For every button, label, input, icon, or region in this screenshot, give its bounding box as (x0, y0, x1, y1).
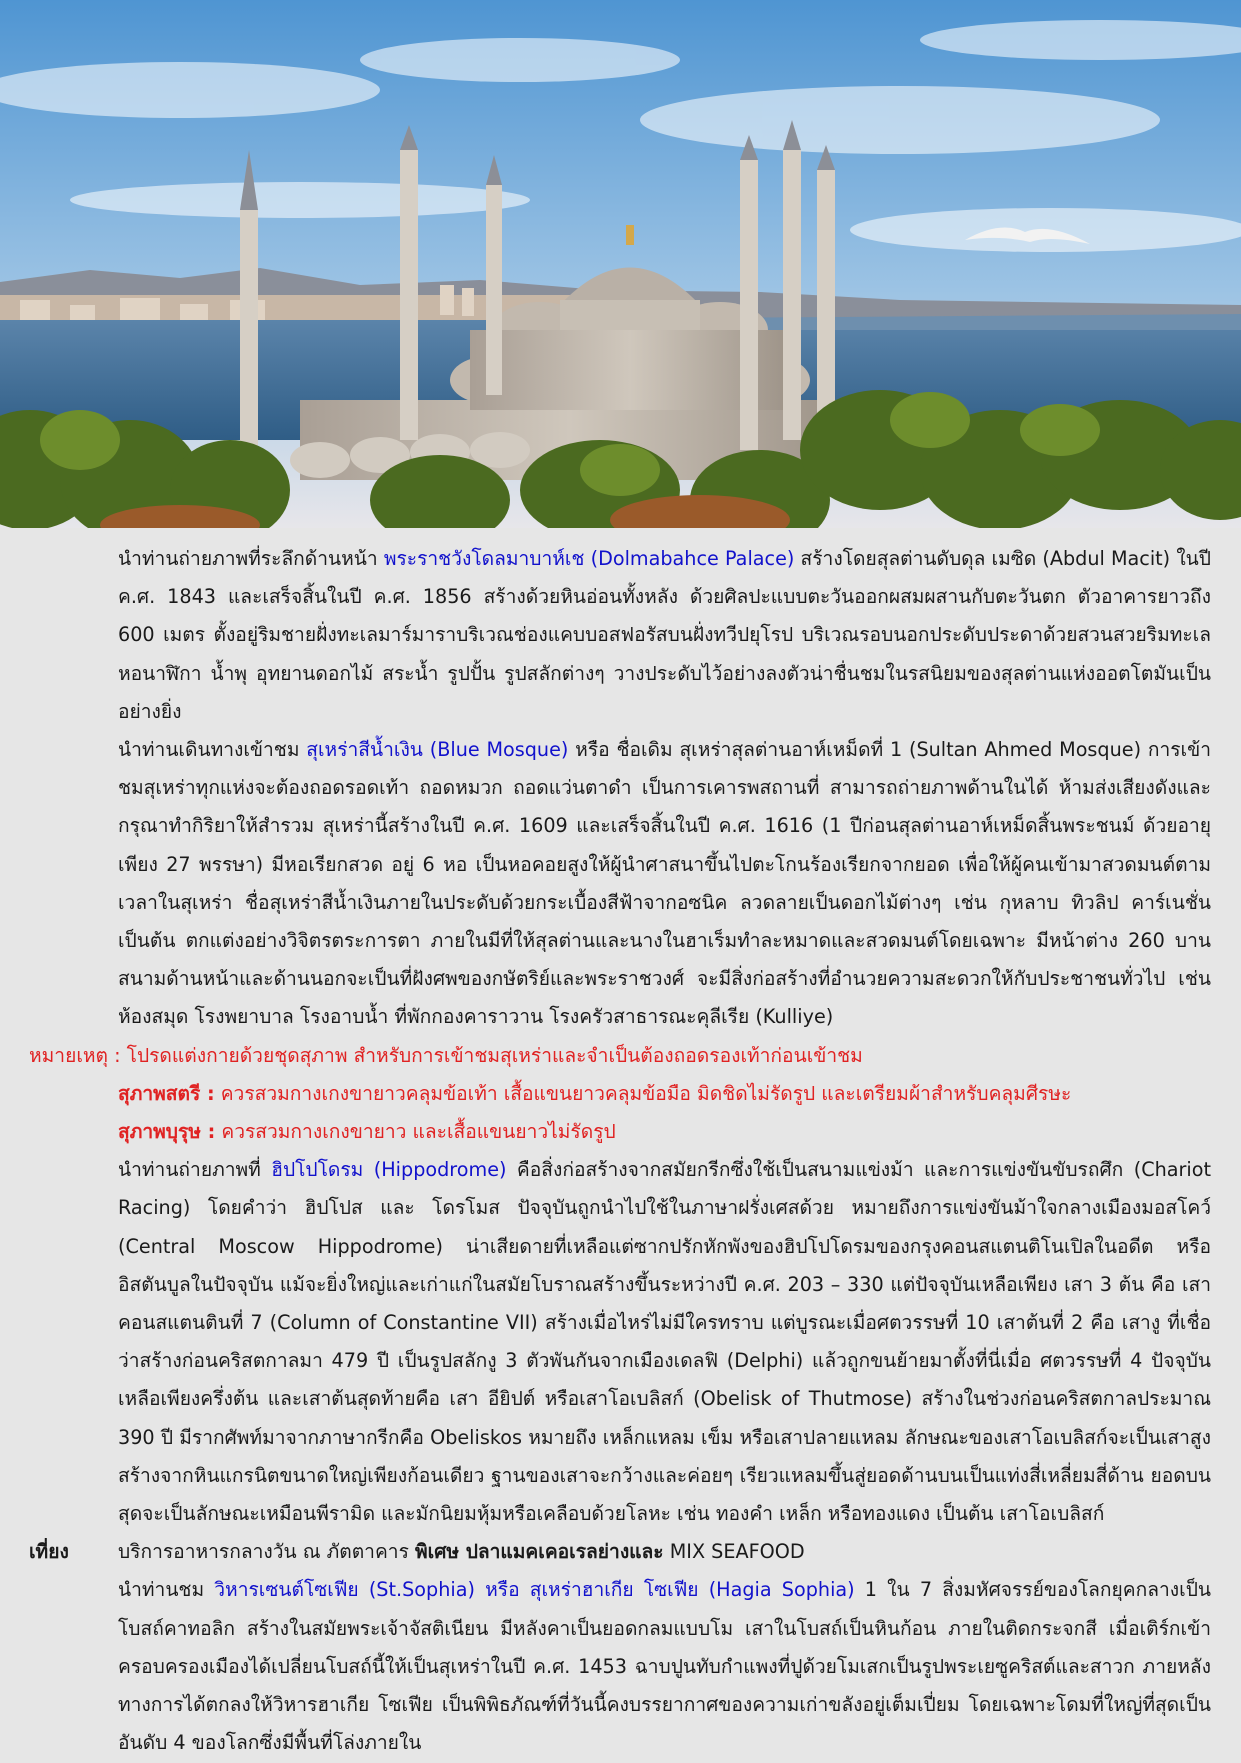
itinerary-text (0, 528, 1241, 1755)
dress-code-women: สุภาพสตรี : ควรสวมกางเกงขายาวคลุมข้อเท้า เสื้อแขนยาวคลุมข้อมือ มิดชิดไม่รัดรูป และเตรียมผ้าสำหรับคลุมศีรษะ (118, 1081, 1072, 1105)
place-hippodrome: ฮิปโปโดรม (Hippodrome) (271, 1158, 507, 1182)
place-hagia-sophia: วิหารเซนต์โซเฟีย (St.Sophia) หรือ สุเหร่าฮาเกีย โซเฟีย (Hagia Sophia) (214, 1578, 855, 1602)
lunch-row (29, 1533, 1211, 1571)
hero-photo-blue-mosque (0, 0, 1241, 528)
lunch-label: เที่ยง (29, 1540, 69, 1564)
paragraph-dolmabahce: นำท่านถ่ายภาพที่ระลึกด้านหน้า พระราชวังโดลมาบาห์เช (Dolmabahce Palace) สร้างโดยสุลต่านดับดุล เมซิด (Abdul Macit) ในปี ค.ศ. 1843 และเสร็จสิ้นในปี ค.ศ. 1856 สร้างด้วยหินอ่อนทั้งหลัง ด้วยศิลปะแบบตะวันออกผสมผสานกับตะวันตก ตัวอาคารยาวถึง 600 เมตร ตั้งอยู่ริมชายฝั่งทะเลมาร์มาราบริเวณช่องแคบบอสฟอรัสบนฝั่งทวีปยุโรป บริเวณรอบนอกประดับประดาด้วยสวนสวยริมทะเล หอนาฬิกา น้ำพุ อุทยานดอกไม้ สระน้ำ รูปปั้น รูปสลักต่างๆ วางประดับไว้อย่างลงตัวน่าชื่นชมในรสนิยมของสุลต่านแห่งออตโตมันเป็นอย่างยิ่ง (118, 547, 1211, 723)
paragraph-hippodrome: นำท่านถ่ายภาพที่ ฮิปโปโดรม (Hippodrome) คือสิ่งก่อสร้างจากสมัยกรีกซึ่งใช้เป็นสนามแข่งม้า และการแข่งขันขับรถศึก (Chariot Racing) โดยคำว่า ฮิปโปส และ โดรโมส ปัจจุบันถูกนำไปใช้ในภาษาฝรั่งเศสด้วย หมายถึงการแข่งขันม้าใจกลางเมืองมอสโคว์ (Central Moscow Hippodrome) น่าเสียดายที่เหลือแต่ซากปรักหักพังของฮิปโปโดรมของกรุงคอนสแตนติโนเปิลในอดีต หรือ อิสตันบูลในปัจจุบัน แม้จะยิ่งใหญ่และเก่าแก่ในสมัยโบราณสร้างขึ้นระหว่างปี ค.ศ. 203 – 330 แต่ปัจจุบันเหลือเพียง เสา 3 ต้น คือ เสาคอนสแตนตินที่ 7 (Column of Constantine VII) สร้างเมื่อไหร่ไม่มีใครทราบ แต่บูรณะเมื่อศตวรรษที่ 10 เสาต้นที่ 2 คือ เสางู ที่เชื่อว่าสร้างก่อนคริสตกาลมา 479 ปี เป็นรูปสลักงู 3 ตัวพันกันจากเมืองเดลฟิ (Delphi) แล้วถูกขนย้ายมาตั้งที่นี่เมื่อ ศตวรรษที่ 4 ปัจจุบันเหลือเพียงครึ่งต้น และเสาต้นสุดท้ายคือ เสา อียิปต์ หรือเสาโอเบลิสก์ (Obelisk of Thutmose) สร้างในช่วงก่อนคริสตกาลประมาณ 390 ปี มีรากศัพท์มาจากภาษากรีกคือ Obeliskos หมายถึง เหล็กแหลม เข็ม หรือเสาปลายแหลม ลักษณะของเสาโอเบลิสก์จะเป็นเสาสูง สร้างจากหินแกรนิตขนาดใหญ่เพียงก้อนเดียว ฐานของเสาจะกว้างและค่อยๆ เรียวแหลมขึ้นสู่ยอดด้านบนเป็นแท่งสี่เหลี่ยมสี่ด้าน ยอดบนสุดจะเป็นลักษณะเหมือนพีรามิด และมักนิยมหุ้มหรือเคลือบด้วยโลหะ เช่น ทองคำ เหล็ก หรือทองแดง เป็นต้น เสาโอเบลิสก์ (118, 1158, 1211, 1526)
dress-code-men: สุภาพบุรุษ : ควรสวมกางเกงขายาว และเสื้อแขนยาวไม่รัดรูป (118, 1120, 616, 1144)
place-dolmabahce: พระราชวังโดลมาบาห์เช (Dolmabahce Palace) (383, 547, 795, 570)
lunch-text: บริการอาหารกลางวัน ณ ภัตตาคาร พิเศษ ปลาแมคเคอเรลย่างและ MIX SEAFOOD (118, 1540, 805, 1564)
paragraph-hagia-sophia: นำท่านชม วิหารเซนต์โซเฟีย (St.Sophia) หรือ สุเหร่าฮาเกีย โซเฟีย (Hagia Sophia) 1 ใน 7 สิ่งมหัศจรรย์ของโลกยุคกลางเป็นโบสถ์คาทอลิก สร้างในสมัยพระเจ้าจัสติเนียน มีหลังคาเป็นยอดกลมแบบโม เสาในโบสถ์เป็นหินก้อน ภายในติดกระจกสี เมื่อเติร์กเข้าครอบครองเมืองได้เปลี่ยนโบสถ์นี้ให้เป็นสุเหร่าในปี ค.ศ. 1453 ฉาบปูนทับกำแพงที่ปูด้วยโมเสกเป็นรูปพระเยซูคริสต์และสาวก ภายหลังทางการได้ตกลงให้วิหารฮาเกีย โซเฟีย เป็นพิพิธภัณฑ์ที่วันนี้คงบรรยากาศของความเก่าขลังอยู่เต็มเปี่ยม โดยเฉพาะโดมที่ใหญ่ที่สุดเป็นอันดับ 4 ของโลกซึ่งมีพื้นที่โล่งภายใน (118, 1578, 1211, 1755)
dress-code-note: หมายเหตุ : โปรดแต่งกายด้วยชุดสุภาพ สำหรับการเข้าชมสุเหร่าและจำเป็นต้องถอดรองเท้าก่อนเข้าชม (29, 1043, 863, 1067)
paragraph-blue-mosque: นำท่านเดินทางเข้าชม สุเหร่าสีน้ำเงิน (Blue Mosque) หรือ ชื่อเดิม สุเหร่าสุลต่านอาห์เหม็ดที่ 1 (Sultan Ahmed Mosque) การเข้าชมสุเหร่าทุกแห่งจะต้องถอดรอดเท้า ถอดหมวก ถอดแว่นตาดำ เป็นการเคารพสถานที่ สามารถถ่ายภาพด้านในได้ ห้ามส่งเสียงดังและกรุณาทำกิริยาให้สำรวม สุเหร่านี้สร้างในปี ค.ศ. 1609 และเสร็จสิ้นในปี ค.ศ. 1616 (1 ปีก่อนสุลต่านอาห์เหม็ดสิ้นพระชนม์ ด้วยอายุเพียง 27 พรรษา) มีหอเรียกสวด อยู่ 6 หอ เป็นหอคอยสูงให้ผู้นำศาสนาขึ้นไปตะโกนร้องเรียกจากยอด เพื่อให้ผู้คนเข้ามาสวดมนต์ตามเวลาในสุเหร่า ชื่อสุเหร่าสีน้ำเงินภายในประดับด้วยกระเบื้องสีฟ้าจากอซนิค ลวดลายเป็นดอกไม้ต่างๆ เช่น กุหลาบ ทิวลิป คาร์เนชั่น เป็นต้น ตกแต่งอย่างวิจิตรตระการตา ภายในมีที่ให้สุลต่านและนางในฮาเร็มทำละหมาดและสวดมนต์โดยเฉพาะ มีหน้าต่าง 260 บาน สนามด้านหน้าและด้านนอกจะเป็นที่ฝังศพของกษัตริย์และพระราชวงศ์ จะมีสิ่งก่อสร้างที่อำนวยความสะดวกให้กับประชาชนทั่วไป เช่น ห้องสมุด โรงพยาบาล โรงอาบน้ำ ที่พักกองคาราวาน โรงครัวสาธารณะคุลีเรีย (Kulliye) (118, 738, 1211, 1029)
place-blue-mosque: สุเหร่าสีน้ำเงิน (Blue Mosque) (306, 738, 569, 762)
